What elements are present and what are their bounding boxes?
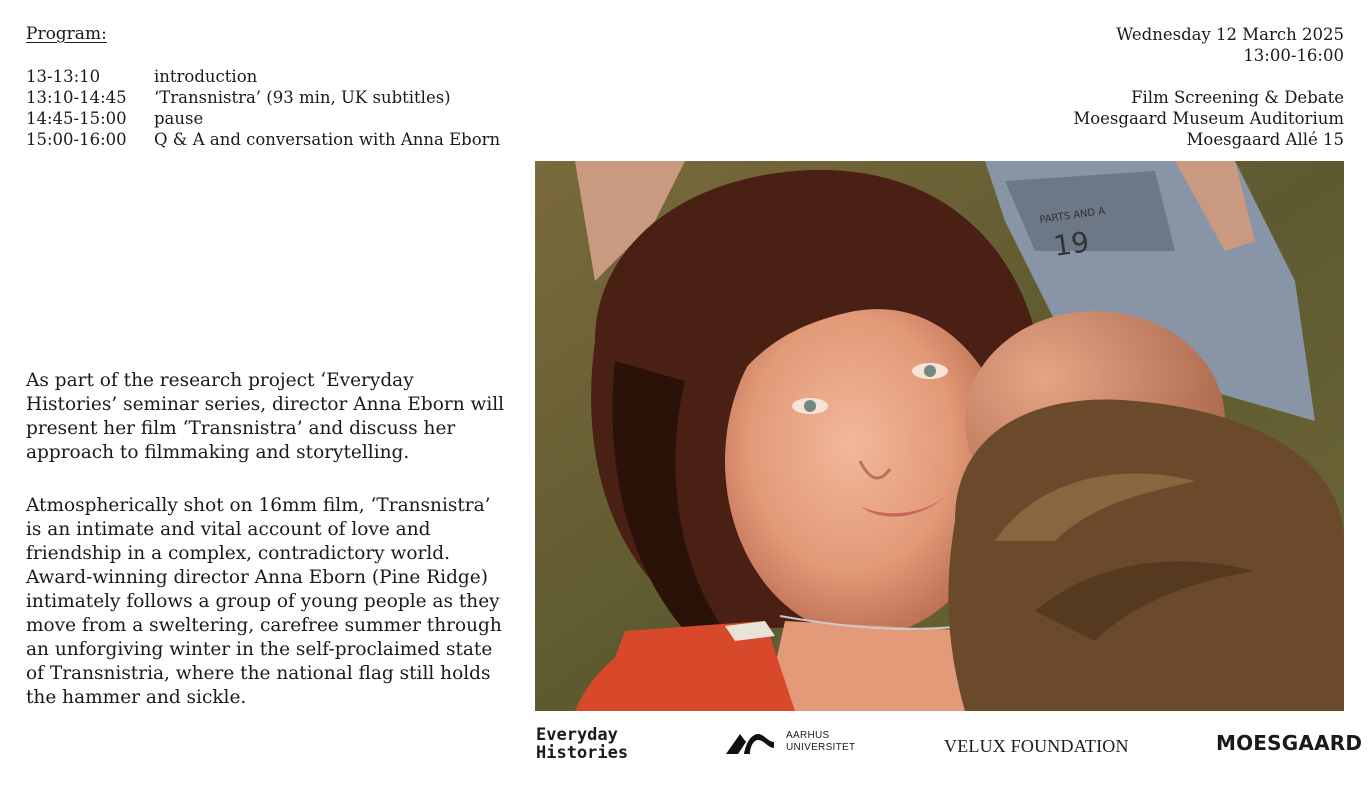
event-time: 13:00-16:00 — [1243, 46, 1344, 65]
intro-paragraph: As part of the research project ‘Everyday Histories’ seminar series, director Anna Eborn will present her film ‘Transnistra’ and discuss her approach to filmmaking and storytelling. — [26, 370, 505, 463]
logo-text: Histories — [536, 743, 629, 763]
logo-text: AARHUS — [786, 730, 830, 741]
aarhus-universitet-logo — [724, 728, 855, 756]
velux-foundation-logo: VELUX FOUNDATION — [944, 736, 1129, 756]
schedule-row — [26, 129, 500, 150]
schedule-time: 14:45-15:00 — [26, 109, 127, 128]
schedule-row — [26, 108, 500, 129]
film-still-illustration — [535, 161, 1344, 711]
schedule-item: introduction — [154, 67, 258, 86]
schedule-list — [26, 66, 500, 150]
logo-text: UNIVERSITET — [786, 742, 856, 753]
schedule-time: 15:00-16:00 — [26, 130, 127, 149]
event-type: Film Screening & Debate — [1131, 88, 1344, 107]
synopsis-paragraph: Atmospherically shot on 16mm film, ‘Transnistra’ is an intimate and vital account of love and friendship in a complex, contradictory world. Award-winning director Anna Eborn (Pine Ridge) intimately follows a group of young people as they move from a sweltering, carefree summer through an unforgiving winter in the self-proclaimed state of Transnistria, where the national flag still holds the hammer and sickle. — [26, 495, 502, 708]
moesgaard-logo: MOESGAARD — [1216, 731, 1363, 755]
spacer — [1073, 66, 1344, 87]
schedule-time: 13-13:10 — [26, 67, 101, 86]
aarhus-wave-icon — [724, 728, 776, 756]
event-date: Wednesday 12 March 2025 — [1116, 25, 1344, 44]
schedule-item: ‘Transnistra’ (93 min, UK subtitles) — [154, 88, 451, 107]
logo-text: Everyday — [536, 725, 618, 745]
program-heading: Program: — [26, 24, 107, 44]
shirt-print-text: PARTS AND A — [1038, 205, 1106, 226]
event-details — [1073, 24, 1344, 150]
schedule-item: pause — [154, 109, 204, 128]
schedule-row — [26, 66, 500, 87]
event-venue: Moesgaard Museum Auditorium — [1073, 109, 1344, 128]
schedule-item: Q & A and conversation with Anna Eborn — [154, 130, 501, 149]
schedule-row — [26, 87, 500, 108]
shirt-print-number: 19 — [1051, 225, 1092, 263]
schedule-time: 13:10-14:45 — [26, 88, 127, 107]
film-still-photo — [535, 161, 1344, 711]
event-address: Moesgaard Allé 15 — [1186, 130, 1344, 149]
everyday-histories-logo — [536, 726, 628, 762]
